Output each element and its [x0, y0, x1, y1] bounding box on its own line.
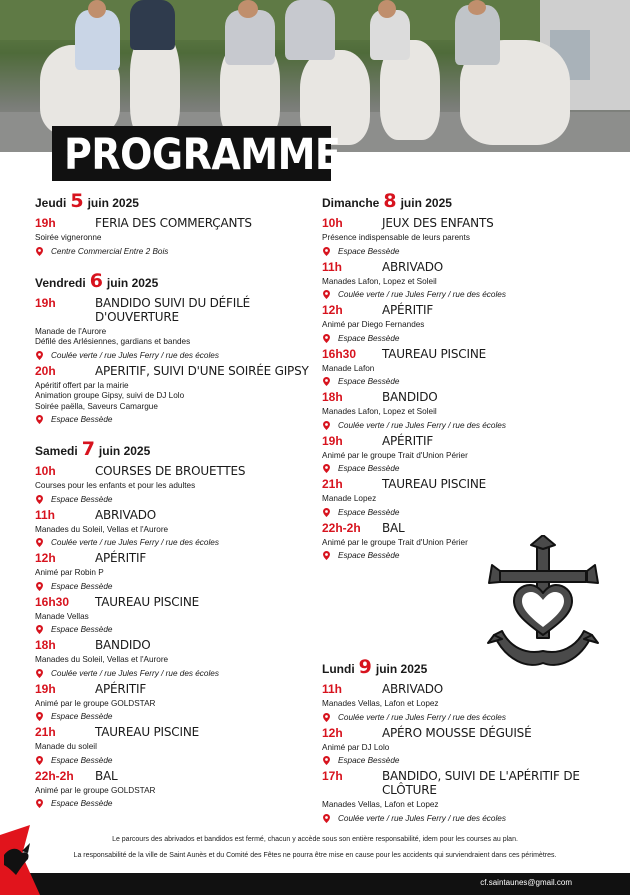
event-time: 19h — [35, 216, 56, 230]
event-description: Animé par le groupe Trait d'Union Périer — [322, 450, 468, 460]
event-location: Espace Bessède — [338, 333, 400, 343]
event-title: ABRIVADO — [382, 259, 444, 274]
day-heading-vendredi — [35, 270, 310, 292]
event-time: 16h30 — [35, 594, 70, 609]
event-title: TAUREAU PISCINE — [382, 346, 486, 361]
event-location: Coulée verte / rue Jules Ferry / rue des écoles — [338, 712, 506, 722]
day-name: Lundi — [322, 662, 355, 676]
event-title: TAUREAU PISCINE — [382, 477, 486, 491]
day-name: Dimanche — [322, 196, 380, 210]
page-title-block — [52, 126, 341, 181]
location-pin-icon — [323, 508, 330, 517]
day-heading-dimanche — [322, 190, 622, 212]
photo-rider-head — [88, 0, 106, 18]
event — [322, 347, 622, 387]
photo-rider — [285, 0, 335, 60]
event-title: JEUX DES ENFANTS — [382, 216, 494, 230]
event-location: Espace Bessède — [338, 246, 400, 256]
event-time: 19h — [35, 295, 56, 310]
location-pin-icon — [36, 495, 43, 504]
event-location: Espace Bessède — [338, 551, 400, 560]
event-title: APÉRO MOUSSE DÉGUISÉ — [382, 725, 532, 740]
photo-rider — [130, 0, 175, 50]
event-description: Animé par le groupe Trait d'Union Périer — [322, 537, 468, 547]
day-name: Samedi — [35, 444, 78, 458]
location-pin-icon — [36, 712, 43, 721]
location-pin-icon — [323, 334, 330, 343]
event-time: 11h — [322, 259, 343, 274]
event-description: Défilé des Arlésiennes, gardians et bandes — [35, 337, 191, 346]
event-title: TAUREAU PISCINE — [95, 594, 199, 609]
location-pin-icon — [36, 756, 43, 765]
event-title: BAL — [382, 520, 405, 535]
event-description: Présence indispensable de leurs parents — [322, 233, 470, 242]
event — [35, 638, 310, 678]
event-description: Manades du Soleil, Vellas et l'Aurore — [35, 655, 169, 664]
event — [35, 464, 310, 504]
event-description: Animé par le groupe GOLDSTAR — [35, 785, 156, 795]
event — [322, 390, 622, 430]
event-location: Coulée verte / rue Jules Ferry / rue des écoles — [51, 538, 219, 547]
event-description: Manades du Soleil, Vellas et l'Aurore — [35, 524, 169, 534]
day-heading-samedi — [35, 438, 310, 460]
event-description: Soirée paëlla, Saveurs Camargue — [35, 401, 158, 411]
day-month: juin 2025 — [400, 196, 452, 210]
location-pin-icon — [323, 756, 330, 765]
event-description: Animé par le groupe GOLDSTAR — [35, 698, 156, 708]
event-time: 21h — [35, 725, 56, 739]
disclaimer-line: Le parcours des abrivados et bandidos est fermé, chacun y accède sous son entière responsabilité, idem pour les courses au plan. — [112, 836, 518, 843]
event-location: Coulée verte / rue Jules Ferry / rue des écoles — [338, 290, 506, 299]
event-description: Animé par Robin P — [35, 568, 104, 577]
event-title: ABRIVADO — [95, 507, 157, 522]
event — [322, 216, 622, 256]
event — [35, 595, 310, 635]
event-title: APÉRITIF — [382, 433, 434, 448]
event-description: Soirée vigneronne — [35, 233, 102, 242]
event-location: Espace Bessède — [338, 464, 400, 473]
event-location: Espace Bessède — [338, 377, 400, 386]
event-time: 10h — [322, 216, 343, 230]
event-time: 21h — [322, 477, 343, 491]
photo-rider — [225, 10, 275, 65]
location-pin-icon — [36, 669, 43, 678]
right-column — [322, 190, 622, 827]
event-time: 22h-2h — [322, 520, 361, 535]
event-location: Espace Bessède — [51, 712, 113, 721]
event-description: Manades Lafon, Lopez et Soleil — [322, 276, 437, 286]
event-time: 19h — [35, 681, 56, 696]
location-pin-icon — [323, 814, 330, 823]
location-pin-icon — [36, 625, 43, 634]
location-pin-icon — [36, 351, 43, 360]
event-description: Manades Vellas, Lafon et Lopez — [322, 800, 439, 809]
event-title: APERITIF, SUIVI D'UNE SOIRÉE GIPSY — [95, 363, 309, 378]
day-month: juin 2025 — [375, 662, 428, 676]
day-number: 7 — [81, 438, 95, 460]
day-number: 9 — [358, 656, 372, 678]
event-title: BANDIDO SUIVI DU DÉFILÉ D'OUVERTURE — [95, 295, 250, 324]
event — [35, 682, 310, 722]
event-description: Manade Lafon — [322, 363, 375, 373]
event-location: Coulée verte / rue Jules Ferry / rue des écoles — [51, 668, 219, 678]
event-title: APÉRITIF — [95, 551, 147, 565]
event-time: 17h — [322, 769, 343, 783]
contact-email: cf.saintaunes@gmail.com — [480, 878, 572, 887]
location-pin-icon — [36, 799, 43, 808]
day-heading-jeudi — [35, 190, 310, 212]
event-time: 11h — [35, 507, 56, 522]
event-title: BANDIDO — [382, 390, 438, 404]
event-location: Centre Commercial Entre 2 Bois — [51, 246, 169, 256]
event — [322, 477, 622, 517]
location-pin-icon — [323, 713, 330, 722]
event-description: Manades Lafon, Lopez et Soleil — [322, 407, 437, 416]
event-title: TAUREAU PISCINE — [95, 725, 199, 739]
event-description: Animé par DJ Lolo — [322, 742, 390, 752]
event-location: Espace Bessède — [338, 507, 400, 517]
event-title: FERIA DES COMMERÇANTS — [95, 216, 252, 230]
event-description: Manades Vellas, Lafon et Lopez — [322, 699, 439, 708]
event-title: ABRIVADO — [382, 682, 444, 696]
page-title: PROGRAMME — [64, 130, 341, 180]
event-time: 19h — [322, 433, 343, 448]
event — [35, 216, 310, 256]
event-time: 10h — [35, 464, 56, 478]
event-location: Espace Bessède — [51, 494, 113, 504]
location-pin-icon — [36, 247, 43, 256]
event-time: 20h — [35, 363, 56, 378]
event — [35, 296, 310, 360]
event-description: Animé par Diego Fernandes — [322, 320, 425, 329]
day-number: 6 — [89, 269, 103, 292]
event-location: Espace Bessède — [51, 625, 113, 634]
event-title: APÉRITIF — [95, 681, 147, 696]
photo-rider — [370, 10, 410, 60]
event — [35, 551, 310, 591]
day-name: Jeudi — [35, 196, 67, 210]
event-time: 18h — [322, 390, 343, 404]
photo-rider-head — [378, 0, 396, 18]
location-pin-icon — [323, 247, 330, 256]
event-time: 12h — [35, 551, 56, 565]
event-description: Manade Vellas — [35, 611, 89, 621]
event-time: 12h — [322, 725, 343, 740]
day-number: 8 — [383, 190, 397, 212]
location-pin-icon — [323, 421, 330, 430]
event — [35, 364, 310, 425]
day-name: Vendredi — [35, 275, 86, 290]
event-title: APÉRITIF — [382, 303, 434, 317]
location-pin-icon — [323, 290, 330, 299]
event-time: 18h — [35, 638, 56, 652]
footer-disclaimer — [0, 836, 630, 868]
event — [322, 682, 622, 722]
event-location: Espace Bessède — [338, 756, 400, 765]
footer-bar — [0, 873, 630, 895]
camargue-cross-icon — [486, 535, 601, 675]
event-description: Animation groupe Gipsy, suivi de DJ Lolo — [35, 391, 185, 400]
event-description: Apéritif offert par la mairie — [35, 380, 129, 390]
event-time: 22h-2h — [35, 768, 74, 783]
event — [322, 434, 622, 474]
event-description: Manade de l'Aurore — [35, 326, 107, 336]
event-location: Espace Bessède — [51, 415, 113, 424]
photo-rider-head — [238, 0, 258, 18]
left-column — [35, 190, 310, 812]
bull-logo-icon — [0, 825, 40, 895]
event-title: COURSES DE BROUETTES — [95, 464, 246, 478]
event-description: Manade Lopez — [322, 494, 377, 503]
event-title: BAL — [95, 768, 118, 783]
location-pin-icon — [323, 551, 330, 560]
event-title: BANDIDO — [95, 638, 151, 652]
location-pin-icon — [36, 538, 43, 547]
location-pin-icon — [36, 415, 43, 424]
photo-rider-head — [468, 0, 486, 15]
event — [322, 726, 622, 766]
event-description: Courses pour les enfants et pour les adultes — [35, 481, 196, 490]
event-location: Espace Bessède — [51, 581, 113, 591]
event — [322, 260, 622, 300]
event — [322, 303, 622, 343]
photo-rider — [75, 10, 120, 70]
event-time: 12h — [322, 303, 343, 317]
event — [35, 508, 310, 548]
event-time: 11h — [322, 682, 343, 696]
disclaimer-line: La responsabilité de la ville de Saint Aunès et du Comité des Fêtes ne pourra être mise en cause pour les accidents qui surviendraient dans ces périmètres. — [73, 852, 557, 859]
day-month: juin 2025 — [106, 275, 159, 290]
event-location: Espace Bessède — [51, 755, 113, 765]
event-time: 16h30 — [322, 346, 357, 361]
location-pin-icon — [36, 582, 43, 591]
event — [35, 769, 310, 809]
event-description: Manade du soleil — [35, 742, 97, 751]
event-location: Espace Bessède — [51, 799, 113, 808]
event-title: BANDIDO, SUIVI DE L'APÉRITIF DE CLÔTURE — [382, 769, 580, 797]
event-location: Coulée verte / rue Jules Ferry / rue des écoles — [338, 813, 506, 823]
event-location: Coulée verte / rue Jules Ferry / rue des écoles — [338, 420, 506, 430]
event-location: Coulée verte / rue Jules Ferry / rue des écoles — [51, 350, 219, 360]
event — [322, 769, 622, 823]
event — [35, 725, 310, 765]
day-number: 5 — [70, 190, 84, 212]
location-pin-icon — [323, 464, 330, 473]
location-pin-icon — [323, 377, 330, 386]
day-month: juin 2025 — [98, 444, 151, 458]
day-month: juin 2025 — [87, 196, 139, 210]
